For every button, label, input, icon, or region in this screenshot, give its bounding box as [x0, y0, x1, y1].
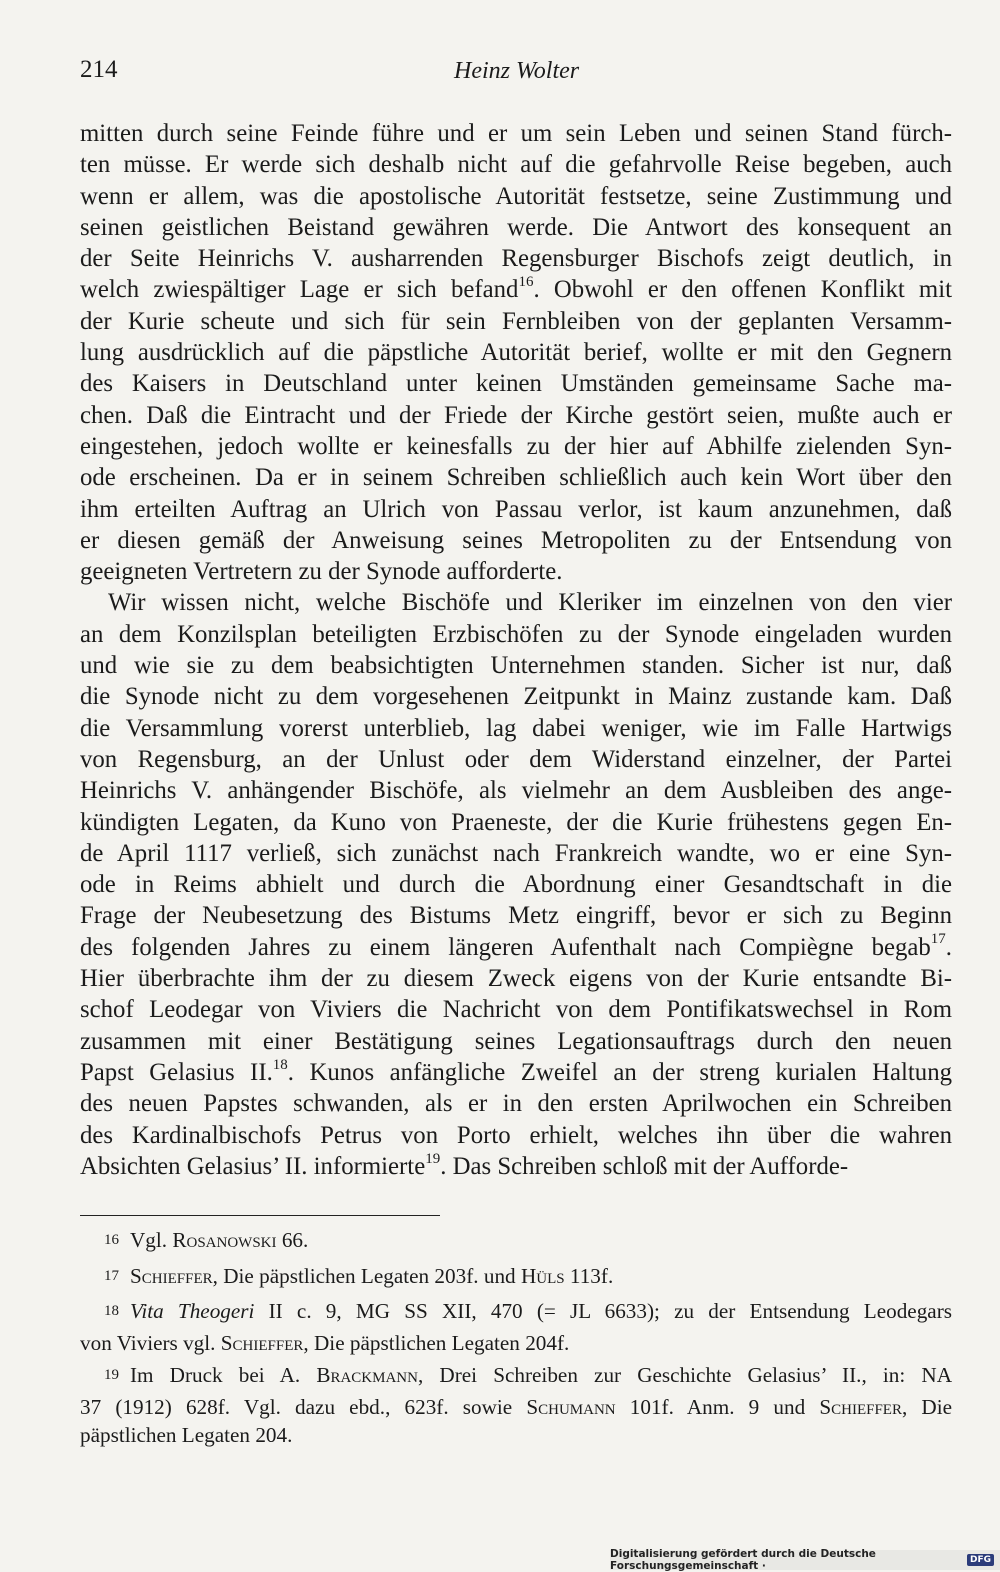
text-segment: . Das Schreiben schloß mit der Aufforde-	[440, 1152, 849, 1180]
footnote-line: päpstlichen Legaten 204.	[80, 1423, 293, 1447]
credit-text: Digitalisierung gefördert durch die Deutsche Forschungsgemeinschaft ·	[610, 1548, 876, 1572]
text-segment: des folgenden Jahres zu einem längeren Aufenthalt nach Compiègne begab	[80, 933, 931, 961]
text-line: ten müsse. Er werde sich deshalb nicht auf die gefahrvolle Reise begeben, auch	[80, 151, 952, 179]
footnote-text: 101f. Anm. 9 und	[615, 1394, 820, 1419]
footnote-text: 37 (1912) 628f. Vgl. dazu ebd., 623f. sowie	[80, 1394, 527, 1419]
footnote-text: 66.	[276, 1228, 309, 1252]
text-line: de April 1117 verließ, sich zunächst nach Frankreich wandte, wo er eine Syn-	[80, 839, 952, 867]
footnote-ref-17[interactable]: 17	[930, 931, 946, 948]
author-name: Hüls	[520, 1263, 565, 1288]
text-line: schof Leodegar von Viviers die Nachricht von dem Pontifikatswechsel in Rom	[80, 996, 952, 1024]
footnote-ref-19[interactable]: 19	[425, 1150, 441, 1167]
text-segment: Absichten Gelasius’ II. informierte	[80, 1152, 426, 1180]
text-line: geeigneten Vertretern zu der Synode aufforderte.	[80, 558, 563, 586]
text-line	[80, 274, 952, 305]
footnote-separator	[80, 1215, 440, 1216]
text-line: Frage der Neubesetzung des Bistums Metz eingriff, bevor er sich zu Beginn	[80, 902, 952, 930]
footnote-number: 19	[104, 1367, 119, 1383]
text-line: chen. Daß die Eintracht und der Friede der Kirche gestört seien, mußte auch er	[80, 401, 952, 429]
page-number: 214	[80, 56, 118, 83]
footnotes	[80, 1226, 952, 1454]
text-line: eingestehen, jedoch wollte er keinesfalls zu der hier auf Abhilfe zielenden Syn-	[80, 432, 952, 460]
footnote-line	[80, 1393, 952, 1422]
footnote-number: 16	[104, 1232, 119, 1248]
footnote-line	[80, 1361, 952, 1393]
footnote-number: 18	[104, 1303, 119, 1319]
author-name: Brackmann	[316, 1363, 418, 1387]
author-name: Rosanowski	[172, 1228, 277, 1252]
text-line: ode in Reims abhielt und durch die Abordnung einer Gesandtschaft in die	[80, 871, 952, 899]
text-line: des neuen Papstes schwanden, als er in den ersten Aprilwochen ein Schreiben	[80, 1090, 952, 1118]
footnote-17	[80, 1262, 952, 1294]
text-line: zusammen mit einer Bestätigung seines Legationsauftrags durch den neuen	[80, 1027, 952, 1055]
text-line: der Seite Heinrichs V. ausharrenden Regensburger Bischofs zeigt deutlich, in	[80, 245, 952, 273]
author-name: Schumann	[526, 1394, 616, 1419]
paragraph-1	[80, 118, 952, 587]
footnote-18	[80, 1297, 952, 1357]
text-line: und wie sie zu dem beabsichtigten Unternehmen standen. Sicher ist nur, daß	[80, 652, 952, 680]
text-line: Wir wissen nicht, welche Bischöfe und Kleriker im einzelnen von den vier	[108, 589, 952, 617]
dfg-logo: DFG	[967, 1554, 994, 1566]
text-line: die Synode nicht zu dem vorgesehenen Zeitpunkt in Mainz zustande kam. Daß	[80, 683, 952, 711]
running-head: Heinz Wolter	[454, 58, 580, 84]
author-name: Schieffer	[819, 1394, 902, 1419]
text-line: des Kaisers in Deutschland unter keinen Umständen gemeinsame Sache ma-	[80, 370, 952, 398]
text-line: von Regensburg, an der Unlust oder dem Widerstand einzelner, der Partei	[80, 745, 952, 773]
text-segment: . Kunos anfängliche Zweifel an der streng kurialen Haltung	[287, 1058, 952, 1086]
digitization-credit	[610, 1550, 1000, 1570]
footnote-text: , Die päpstlichen Legaten 204f.	[303, 1330, 570, 1355]
body-text	[80, 118, 952, 1182]
author-name: Schieffer	[220, 1330, 304, 1355]
footnote-line	[80, 1297, 952, 1329]
page-header	[80, 56, 952, 92]
text-line: mitten durch seine Feinde führe und er um sein Leben und seinen Stand fürch-	[80, 120, 952, 147]
footnote-line	[80, 1329, 952, 1358]
text-segment: Papst Gelasius II.	[80, 1058, 273, 1086]
paragraph-2	[80, 587, 952, 1182]
footnote-text: Vgl.	[130, 1228, 173, 1252]
footnote-text: 113f.	[564, 1263, 614, 1288]
text-line: der Kurie scheute und sich für sein Fernbleiben von der geplanten Versamm-	[80, 307, 952, 335]
text-line: wenn er allem, was die apostolische Autorität festsetze, seine Zustimmung und	[80, 182, 952, 210]
footnote-text: , Die	[901, 1394, 953, 1419]
footnote-ref-18[interactable]: 18	[272, 1056, 288, 1073]
text-line: des Kardinalbischofs Petrus von Porto erhielt, welches ihn über die wahren	[80, 1121, 952, 1149]
text-line	[80, 1057, 952, 1088]
author-name: Schieffer	[130, 1263, 213, 1288]
text-segment: welch zwiespältiger Lage er sich befand	[80, 276, 519, 304]
text-line: seinen geistlichen Beistand gewähren werde. Die Antwort des konsequent an	[80, 213, 952, 241]
footnote-number: 17	[104, 1267, 119, 1284]
footnote-line	[80, 1262, 952, 1294]
footnote-ref-16[interactable]: 16	[518, 274, 534, 291]
footnote-19	[80, 1361, 952, 1450]
footnote-text: , Drei Schreiben zur Geschichte Gelasius’ II., in: NA	[417, 1363, 952, 1387]
text-line: lung ausdrücklich auf die päpstliche Autorität berief, wollte er mit den Gegnern	[80, 339, 952, 367]
text-line: ihm erteilten Auftrag an Ulrich von Passau verlor, ist kaum anzunehmen, daß	[80, 495, 952, 523]
footnote-text: , Die päpstlichen Legaten 203f. und	[212, 1263, 521, 1288]
text-line: an dem Konzilsplan beteiligten Erzbischöfen zu der Synode eingeladen wurden	[80, 620, 952, 648]
footnote-text: Im Druck bei A.	[130, 1363, 317, 1387]
text-line	[80, 932, 952, 963]
text-line: kündigten Legaten, da Kuno von Praeneste, der die Kurie frühestens gegen En-	[80, 808, 952, 836]
text-segment: .	[945, 933, 952, 961]
text-line: Hier überbrachte ihm der zu diesem Zweck eigens von der Kurie entsandte Bi-	[80, 965, 952, 993]
text-line: Heinrichs V. anhängender Bischöfe, als vielmehr an dem Ausbleiben des ange-	[80, 777, 952, 805]
text-segment: . Obwohl er den offenen Konflikt mit	[533, 276, 952, 304]
text-line: die Versammlung vorerst unterblieb, lag dabei weniger, wie im Falle Hartwigs	[80, 714, 952, 742]
footnote-text: II c. 9, MG SS XII, 470 (= JL 6633); zu der Entsendung Leodegars	[254, 1299, 952, 1323]
text-line: er diesen gemäß der Anweisung seines Metropoliten zu der Entsendung von	[80, 526, 952, 554]
work-title: Vita Theogeri	[130, 1299, 255, 1323]
footnote-text: von Viviers vgl.	[80, 1330, 221, 1355]
text-line: ode erscheinen. Da er in seinem Schreiben schließlich auch kein Wort über den	[80, 464, 952, 492]
footnote-line	[80, 1226, 952, 1258]
footnote-16	[80, 1226, 952, 1258]
text-line	[80, 1151, 952, 1182]
